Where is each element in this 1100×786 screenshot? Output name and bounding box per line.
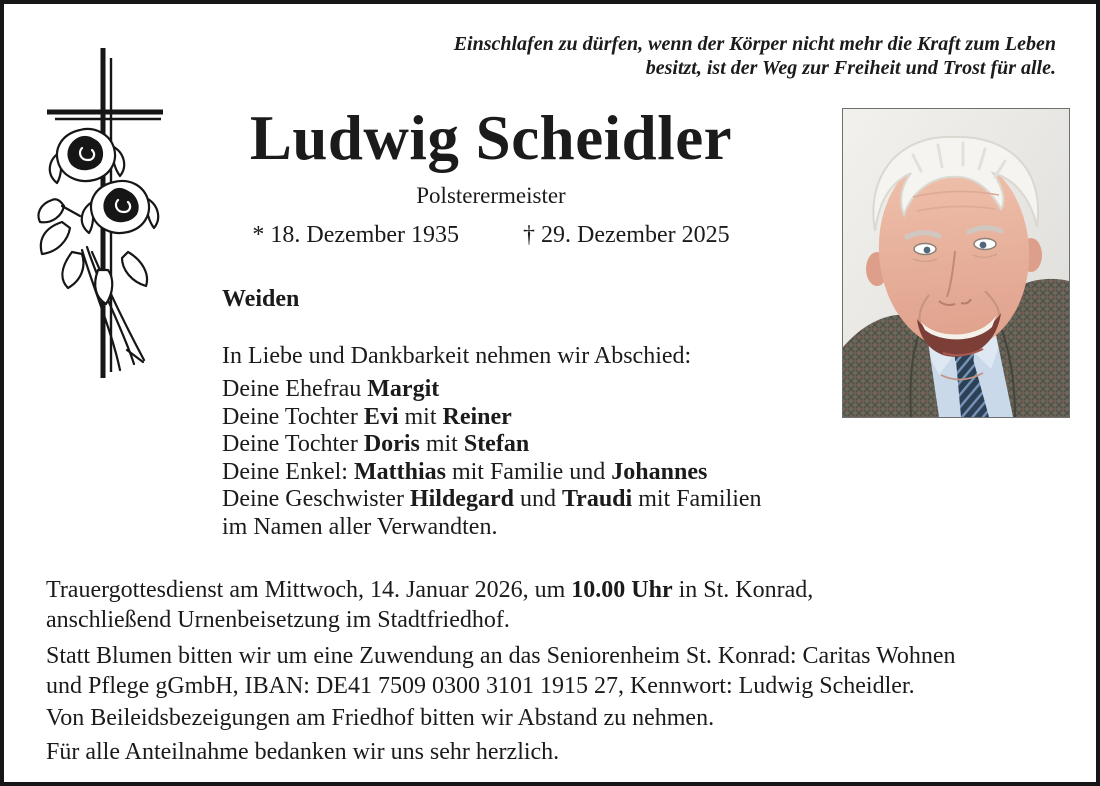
text-line: Deine Tochter Evi mit Reiner <box>222 403 512 430</box>
text-line: Deine Geschwister Hildegard und Traudi mit Familien <box>222 486 762 512</box>
name-block <box>182 102 800 249</box>
service-announcement <box>46 575 813 635</box>
portrait-photo <box>842 108 1070 418</box>
life-dates <box>182 221 800 249</box>
epitaph-line: besitzt, ist der Weg zur Freiheit und Trost für alle. <box>645 57 1056 79</box>
farewell-intro: In Liebe und Dankbarkeit nehmen wir Abschied: <box>222 343 692 369</box>
epitaph-line: Einschlafen zu dürfen, wenn der Körper nicht mehr die Kraft zum Leben <box>453 33 1056 55</box>
text-line: im Namen aller Verwandten. <box>222 513 498 540</box>
death-date: † 29. Dezember 2025 <box>523 222 730 248</box>
text-line: Deine Enkel: Matthias mit Familie und Johannes <box>222 458 708 485</box>
condolence-note: Von Beileidsbezeigungen am Friedhof bitten wir Abstand zu nehmen. <box>46 705 715 731</box>
epitaph <box>454 32 1056 80</box>
birth-date: * 18. Dezember 1935 <box>252 222 459 248</box>
profession: Polsterermeister <box>416 183 566 208</box>
mourners-list <box>222 376 762 541</box>
text-line: Deine Tochter Doris mit Stefan <box>222 431 530 457</box>
text-line: und Pflege gGmbH, IBAN: DE41 7509 0300 3101 1915 27, Kennwort: Ludwig Scheidler. <box>46 673 915 699</box>
text-line: Trauergottesdienst am Mittwoch, 14. Januar 2026, um 10.00 Uhr in St. Konrad, <box>46 577 814 603</box>
place: Weiden <box>222 286 300 312</box>
text-line: anschließend Urnenbeisetzung im Stadtfriedhof. <box>46 607 510 633</box>
donation-announcement <box>46 641 955 701</box>
cross-and-roses-icon <box>32 42 174 384</box>
deceased-name: Ludwig Scheidler <box>249 103 733 173</box>
text-line: Statt Blumen bitten wir um eine Zuwendung an das Seniorenheim St. Konrad: Caritas Wohnen <box>46 643 956 669</box>
thanks-note: Für alle Anteilnahme bedanken wir uns sehr herzlich. <box>46 739 560 765</box>
text-line: Deine Ehefrau Margit <box>222 376 440 402</box>
